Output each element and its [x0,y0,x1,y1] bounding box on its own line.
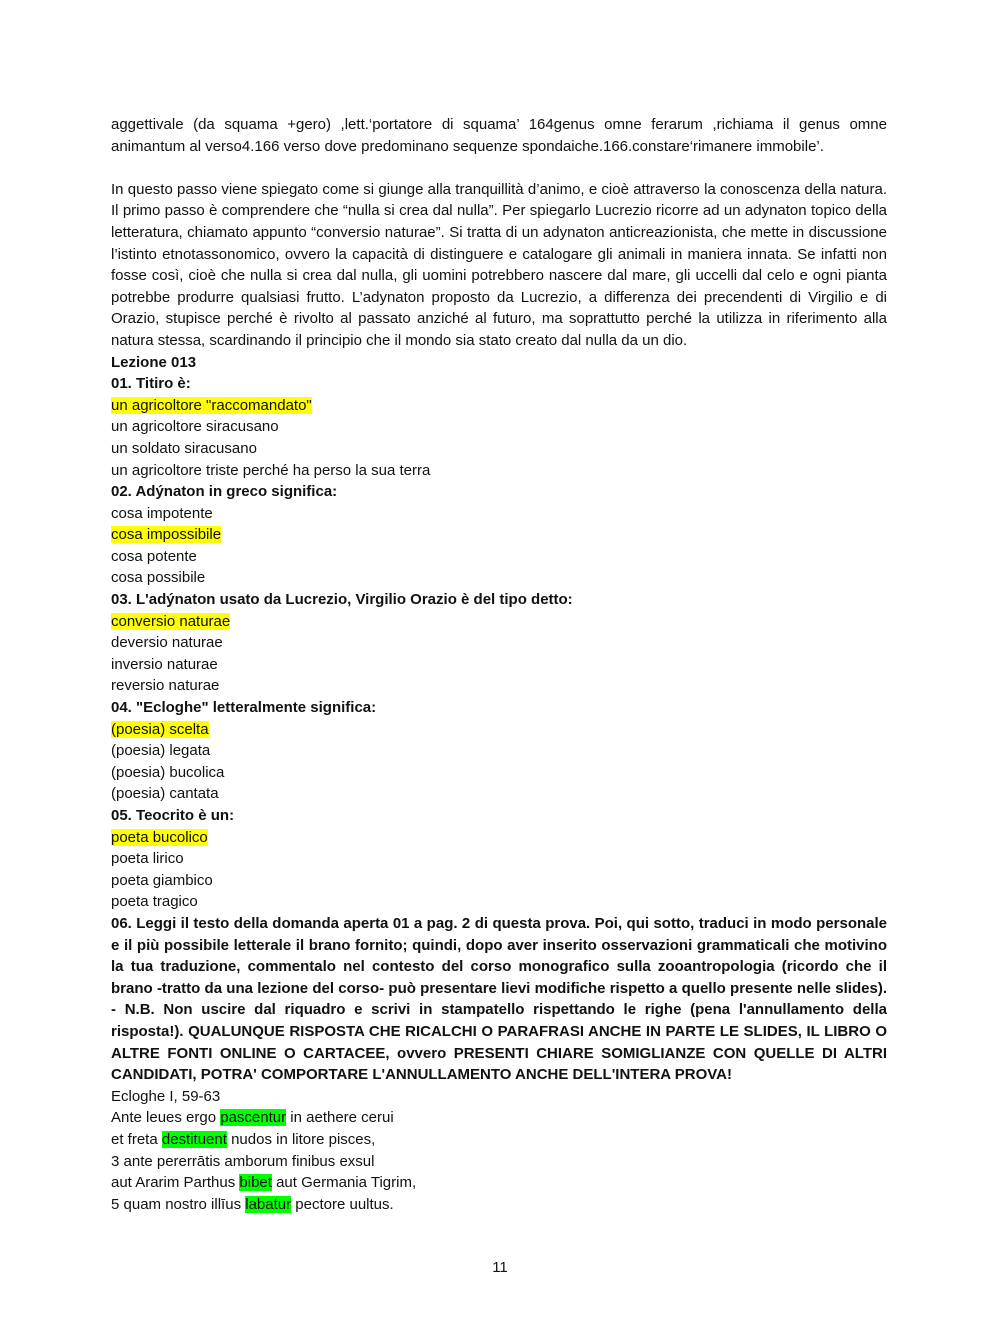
answer-option [111,675,887,697]
answer-option [111,460,887,482]
question-title: 01. Titiro è: [111,375,191,393]
answer-option [111,827,887,849]
answer-text: cosa possibile [111,569,206,587]
verse-line [111,1194,887,1216]
intro-paragraph-1: aggettivale (da squama +gero) ,lett.‘portatore di squama’ 164genus omne ferarum ,richiama il genus omne animantum al verso4.166 verso dove predominano sequenze spondaiche.166.constare‘rimanere immobile’. [111,116,887,155]
verb-highlight: bibet [239,1174,272,1192]
correct-answer-highlight: conversio naturae [111,612,231,630]
answer-text: deversio naturae [111,634,223,652]
question-title: 03. L'adýnaton usato da Lucrezio, Virgilio Orazio è del tipo detto: [111,591,573,609]
lesson-title: Lezione 013 [111,353,197,371]
answer-option [111,848,887,870]
answer-text: cosa impotente [111,504,213,522]
verse-text: et freta [111,1130,162,1148]
answer-text: un soldato siracusano [111,439,257,457]
verse-text: aut Germania Tigrim, [271,1174,417,1192]
answer-option [111,524,887,546]
answer-option [111,438,887,460]
answer-option [111,546,887,568]
verb-highlight: pascentur [220,1109,287,1127]
answer-option [111,870,887,892]
answer-option [111,395,887,417]
answer-text: (poesia) bucolica [111,763,225,781]
correct-answer-highlight: poeta bucolico [111,828,208,846]
verb-highlight: labatur [245,1195,292,1213]
document-page [111,114,887,1215]
verse-block [111,1107,887,1215]
correct-answer-highlight: (poesia) scelta [111,720,209,738]
answer-option [111,762,887,784]
answer-option [111,567,887,589]
verse-line [111,1129,887,1151]
answer-option [111,740,887,762]
question-title: 02. Adýnaton in greco significa: [111,483,338,501]
verse-text: nudos in litore pisces, [226,1130,376,1148]
verse-text: Ante leues ergo [111,1109,221,1127]
intro-paragraph-2: In questo passo viene spiegato come si giunge alla tranquillità d’animo, e cioè attraverso la conoscenza della natura. Il primo passo è comprendere che “nulla si crea dal nulla”. Per spiegarlo Lucrezio ricorre ad un adynaton topico della letteratura, chiamato appunto “conversio naturae”. Si tratta di un adynaton anticreazionista, che mette in discussione l’istinto etnotassonomico, ovvero la capacità di distinguere e catalogare gli animali in maniera innata. Se infatti non fosse così, cioè che nulla si crea dal nulla, gli uomini potrebbero nascere dal mare, gli uccelli dal celo e ogni pianta potrebbe produrre qualsiasi frutto. L’adynaton proposto da Lucrezio, a differenza dei precendenti di Virgilio e di Orazio, stupisce perché è rivolto al passato anziché al futuro, ma soprattutto perché la utilizza in riferimento alla natura stessa, scardinando il principio che il mondo sia stato creato dal nulla da un dio. [111,180,887,349]
quiz-questions [111,373,887,913]
answer-text: un agricoltore siracusano [111,418,279,436]
answer-text: cosa potente [111,547,197,565]
answer-option [111,611,887,633]
open-question-prompt: 06. Leggi il testo della domanda aperta 01 a pag. 2 di questa prova. Poi, qui sotto, traduci in modo personale e il più possibile letterale il brano fornito; quindi, dopo aver inserito osservazioni grammaticali che motivino la tua traduzione, commentalo nel contesto del corso monografico sulla zooantropologia (ricordo che il brano -tratto da una lezione del corso- può presentare lievi modifiche rispetto a quello presente nelle slides). - N.B. Non uscire dal riquadro e scrivi in stampatello rispettando le righe (pena l'annullamento della risposta!). QUALUNQUE RISPOSTA CHE RICALCHI O PARAFRASI ANCHE IN PARTE LE SLIDES, IL LIBRO O ALTRE FONTI ONLINE O CARTACEE, ovvero PRESENTI CHIARE SOMIGLIANZE CON QUELLE DI ALTRI CANDIDATI, POTRA' COMPORTARE L'ANNULLAMENTO ANCHE DELL'INTERA PROVA! [111,914,887,1084]
answer-text: reversio naturae [111,677,220,695]
correct-answer-highlight: un agricoltore "raccomandato" [111,396,312,414]
verse-line [111,1151,887,1173]
verse-text: pectore uultus. [291,1195,394,1213]
verse-source: Ecloghe I, 59-63 [111,1087,221,1105]
answer-option [111,503,887,525]
answer-option [111,783,887,805]
answer-text: (poesia) cantata [111,785,219,803]
answer-option [111,719,887,741]
answer-option [111,654,887,676]
question-title: 04. "Ecloghe" letteralmente significa: [111,699,377,717]
answer-option [111,632,887,654]
page-number: 11 [492,1259,508,1276]
verb-highlight: destituent [161,1130,227,1148]
verse-text: in aethere cerui [286,1109,394,1127]
answer-text: poeta lirico [111,850,184,868]
answer-option [111,891,887,913]
answer-text: un agricoltore triste perché ha perso la sua terra [111,461,431,479]
verse-text: 5 quam nostro illīus [111,1195,246,1213]
verse-text: aut Ararim Parthus [111,1174,240,1192]
answer-option [111,416,887,438]
correct-answer-highlight: cosa impossibile [111,526,222,544]
answer-text: (poesia) legata [111,742,211,760]
answer-text: poeta giambico [111,871,213,889]
answer-text: inversio naturae [111,655,218,673]
answer-text: poeta tragico [111,893,198,911]
verse-text: 3 ante pererrātis amborum finibus exsul [111,1152,375,1170]
verse-line [111,1107,887,1129]
verse-line [111,1172,887,1194]
question-title: 05. Teocrito è un: [111,807,235,824]
